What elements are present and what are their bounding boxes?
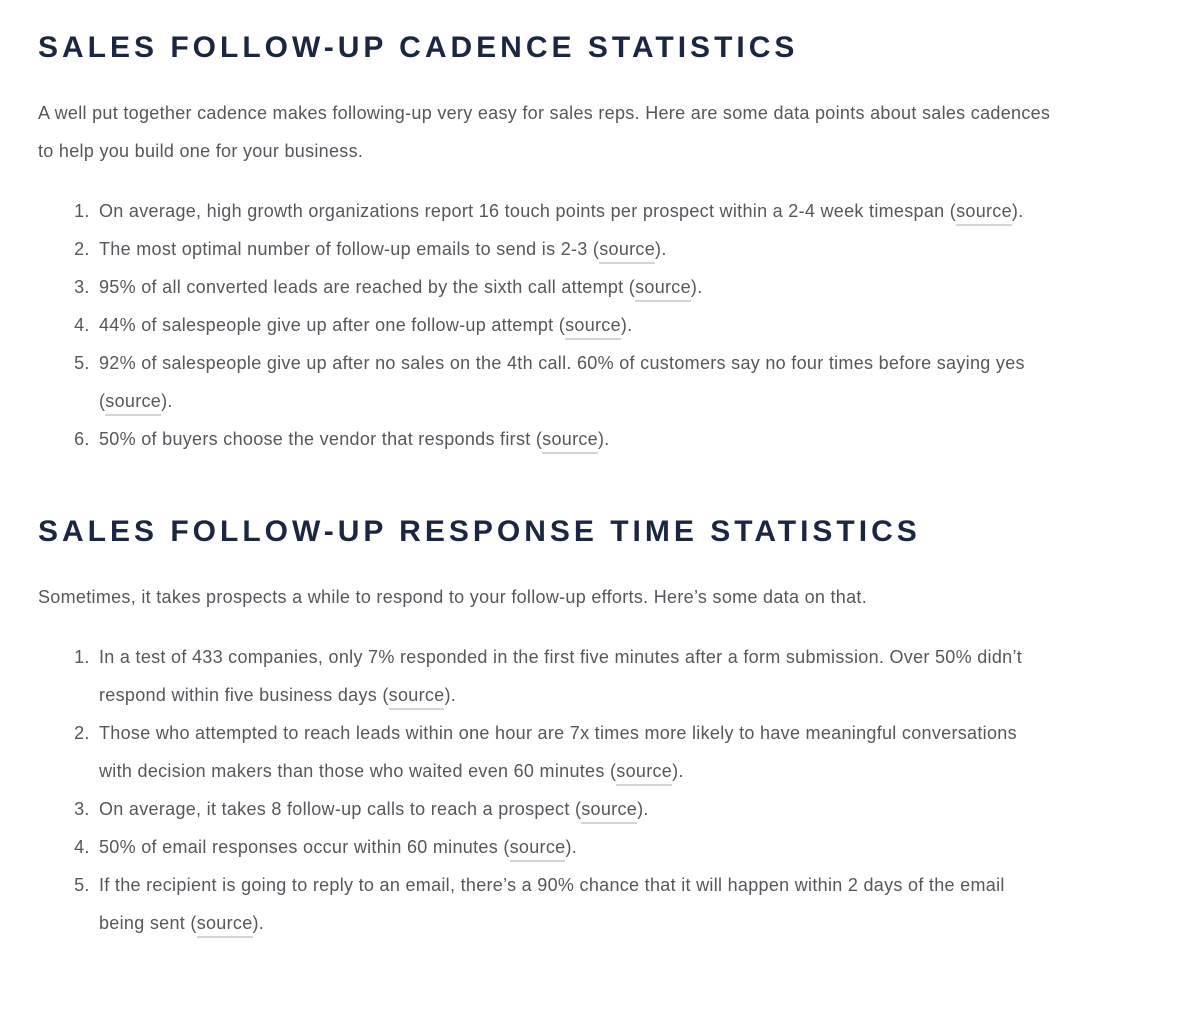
source-open-paren: (	[949, 201, 957, 221]
source-close-paren: ).	[444, 685, 457, 705]
source-close-paren: ).	[597, 429, 610, 449]
section-intro: A well put together cadence makes following-up very easy for sales reps. Here are some data points about sales cadences to help you build one for your business.	[38, 103, 1051, 161]
source-link[interactable]: source	[581, 799, 637, 824]
source-open-paren: (	[558, 315, 566, 335]
source-close-paren: ).	[637, 799, 649, 819]
stat-list-item	[95, 420, 1038, 458]
stat-list	[38, 192, 1038, 458]
source-open-paren: (	[503, 837, 510, 857]
stat-list-item	[95, 638, 1038, 714]
stat-list	[38, 638, 1038, 942]
source-link[interactable]: source	[956, 201, 1012, 226]
stat-list-item	[95, 866, 1038, 942]
source-link[interactable]: source	[565, 315, 621, 340]
source-open-paren: (	[190, 913, 197, 933]
section-response-time-statistics	[38, 514, 1162, 942]
source-open-paren: (	[99, 391, 106, 411]
stat-list-item	[95, 230, 1038, 268]
source-open-paren: (	[628, 277, 636, 297]
source-link[interactable]: source	[197, 913, 253, 938]
stat-text: 95% of all converted leads are reached by the sixth call attempt	[99, 277, 624, 297]
stat-list-item	[95, 306, 1038, 344]
stat-text: Those who attempted to reach leads within one hour are 7x times more likely to have meaningful conversations with decision makers than those who waited even 60 minutes	[99, 723, 1017, 781]
source-close-paren: ).	[672, 761, 684, 781]
source-link[interactable]: source	[599, 239, 655, 264]
stat-text: On average, high growth organizations report 16 touch points per prospect within a 2-4 week timespan	[99, 201, 945, 221]
source-link[interactable]: source	[616, 761, 672, 786]
stat-text: If the recipient is going to reply to an email, there’s a 90% chance that it will happen within 2 days of the email being sent	[99, 875, 1005, 933]
stat-list-item	[95, 828, 1038, 866]
section-intro: Sometimes, it takes prospects a while to respond to your follow-up efforts. Here’s some data on that.	[38, 587, 868, 607]
stat-text: 44% of salespeople give up after one follow-up attempt	[99, 315, 554, 335]
source-open-paren: (	[574, 799, 582, 819]
source-close-paren: ).	[252, 913, 265, 933]
source-open-paren: (	[535, 429, 543, 449]
source-close-paren: ).	[161, 391, 173, 411]
stat-text: On average, it takes 8 follow-up calls to reach a prospect	[99, 799, 570, 819]
stat-list-item	[95, 192, 1038, 230]
section-heading: SALES FOLLOW-UP CADENCE STATISTICS	[38, 31, 799, 64]
stat-list-item	[95, 790, 1038, 828]
stat-text: In a test of 433 companies, only 7% responded in the first five minutes after a form submission. Over 50% didn’t respond within five business days	[99, 647, 1023, 705]
source-link[interactable]: source	[389, 685, 445, 710]
source-link[interactable]: source	[542, 429, 598, 454]
stat-text: 50% of buyers choose the vendor that responds first	[99, 429, 531, 449]
stat-list-item	[95, 268, 1038, 306]
source-link[interactable]: source	[105, 391, 161, 416]
source-link[interactable]: source	[635, 277, 691, 302]
stat-text: 50% of email responses occur within 60 minutes	[99, 837, 498, 857]
stat-list-item	[95, 714, 1038, 790]
source-close-paren: ).	[1011, 201, 1024, 221]
source-close-paren: ).	[655, 239, 667, 259]
source-close-paren: ).	[620, 315, 633, 335]
source-close-paren: ).	[690, 277, 703, 297]
stat-text: 92% of salespeople give up after no sales on the 4th call. 60% of customers say no four times before saying yes	[99, 353, 1025, 373]
source-open-paren: (	[609, 761, 617, 781]
stat-text: The most optimal number of follow-up emails to send is 2-3	[99, 239, 588, 259]
section-cadence-statistics	[38, 30, 1162, 458]
source-open-paren: (	[592, 239, 600, 259]
source-open-paren: (	[382, 685, 389, 705]
source-close-paren: ).	[565, 837, 578, 857]
stat-list-item	[95, 344, 1038, 420]
section-heading: SALES FOLLOW-UP RESPONSE TIME STATISTICS	[38, 515, 921, 548]
source-link[interactable]: source	[510, 837, 566, 862]
